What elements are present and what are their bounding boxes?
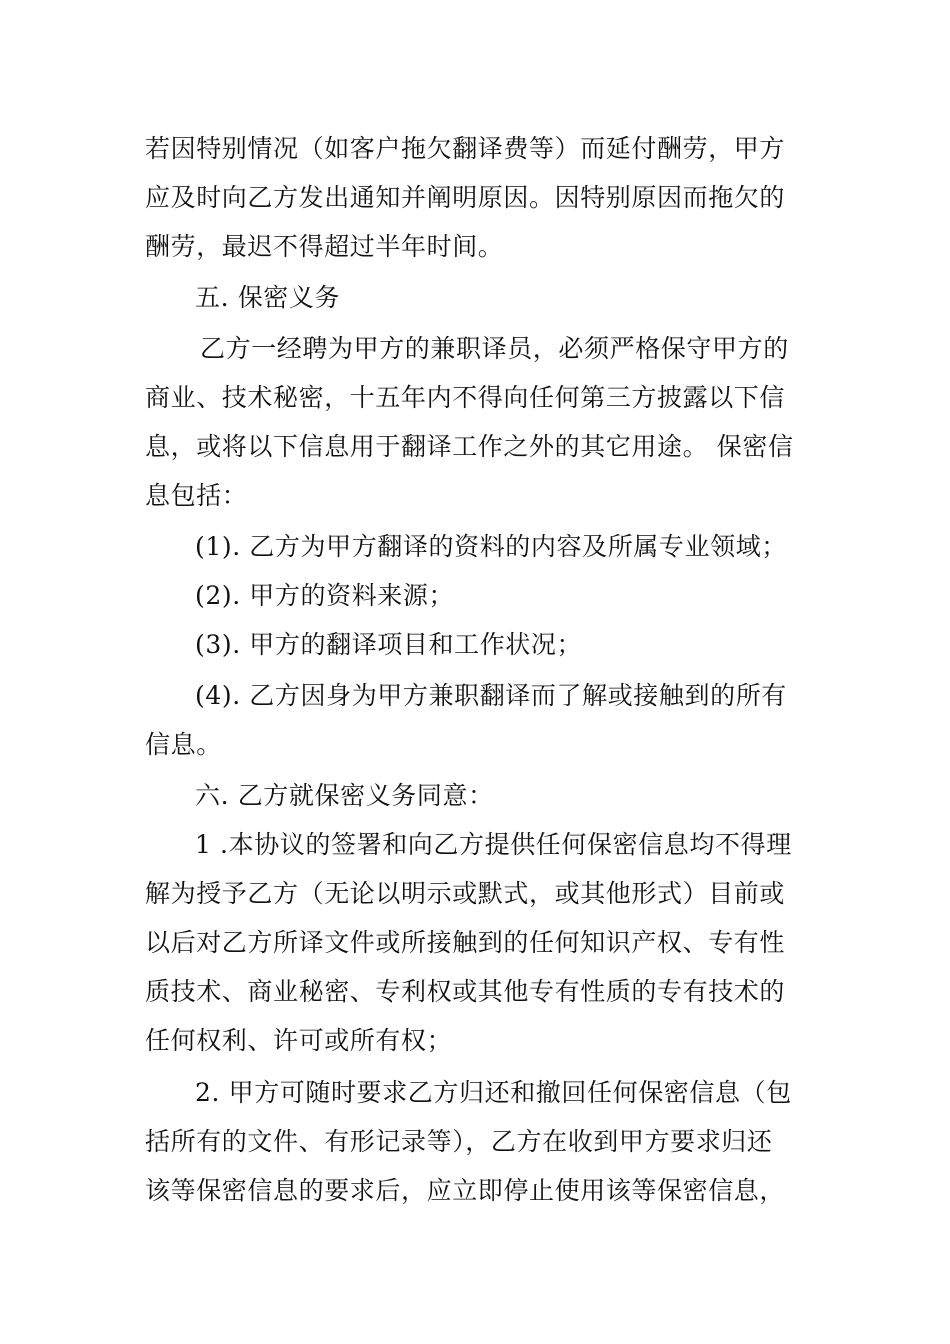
paragraph-line: 括所有的文件、有形记录等），乙方在收到甲方要求归还 [145, 1127, 773, 1156]
paragraph-line: 任何权利、许可或所有权； [145, 1026, 453, 1055]
paragraph-line: 息，或将以下信息用于翻译工作之外的其它用途。 保密信 [145, 432, 794, 461]
list-item: (3). 甲方的翻译项目和工作状况； [195, 630, 583, 659]
paragraph-line: 该等保密信息的要求后，应立即停止使用该等保密信息， [145, 1176, 786, 1205]
paragraph-line: 以后对乙方所译文件或所接触到的任何知识产权、专有性 [145, 928, 786, 957]
list-item: 2. 甲方可随时要求乙方归还和撤回任何保密信息（包 [195, 1078, 792, 1107]
paragraph-line: 酬劳，最迟不得超过半年时间。 [145, 232, 504, 261]
list-item: (4). 乙方因身为甲方兼职翻译而了解或接触到的所有 [195, 681, 787, 710]
paragraph-line: 息包括： [145, 481, 248, 510]
paragraph-line: 若因特别情况（如客户拖欠翻译费等）而延付酬劳，甲方 [145, 134, 786, 163]
list-item: (2). 甲方的资料来源； [195, 581, 455, 610]
list-item: 1 .本协议的签署和向乙方提供任何保密信息均不得理 [195, 830, 792, 859]
paragraph-line: 信息。 [145, 730, 222, 759]
paragraph-line: 应及时向乙方发出通知并阐明原因。因特别原因而拖欠的 [145, 183, 786, 212]
paragraph-line: 乙方一经聘为甲方的兼职译员，必须严格保守甲方的 [200, 334, 789, 363]
paragraph-line: 质技术、商业秘密、专利权或其他专有性质的专有技术的 [145, 977, 786, 1006]
list-item: (1). 乙方为甲方翻译的资料的内容及所属专业领域； [195, 532, 787, 561]
paragraph-line: 商业、技术秘密，十五年内不得向任何第三方披露以下信 [145, 383, 786, 412]
section-heading: 六. 乙方就保密义务同意： [195, 781, 494, 810]
paragraph-line: 解为授予乙方（无论以明示或默式，或其他形式）目前或 [145, 879, 786, 908]
section-heading: 五. 保密义务 [195, 283, 341, 312]
